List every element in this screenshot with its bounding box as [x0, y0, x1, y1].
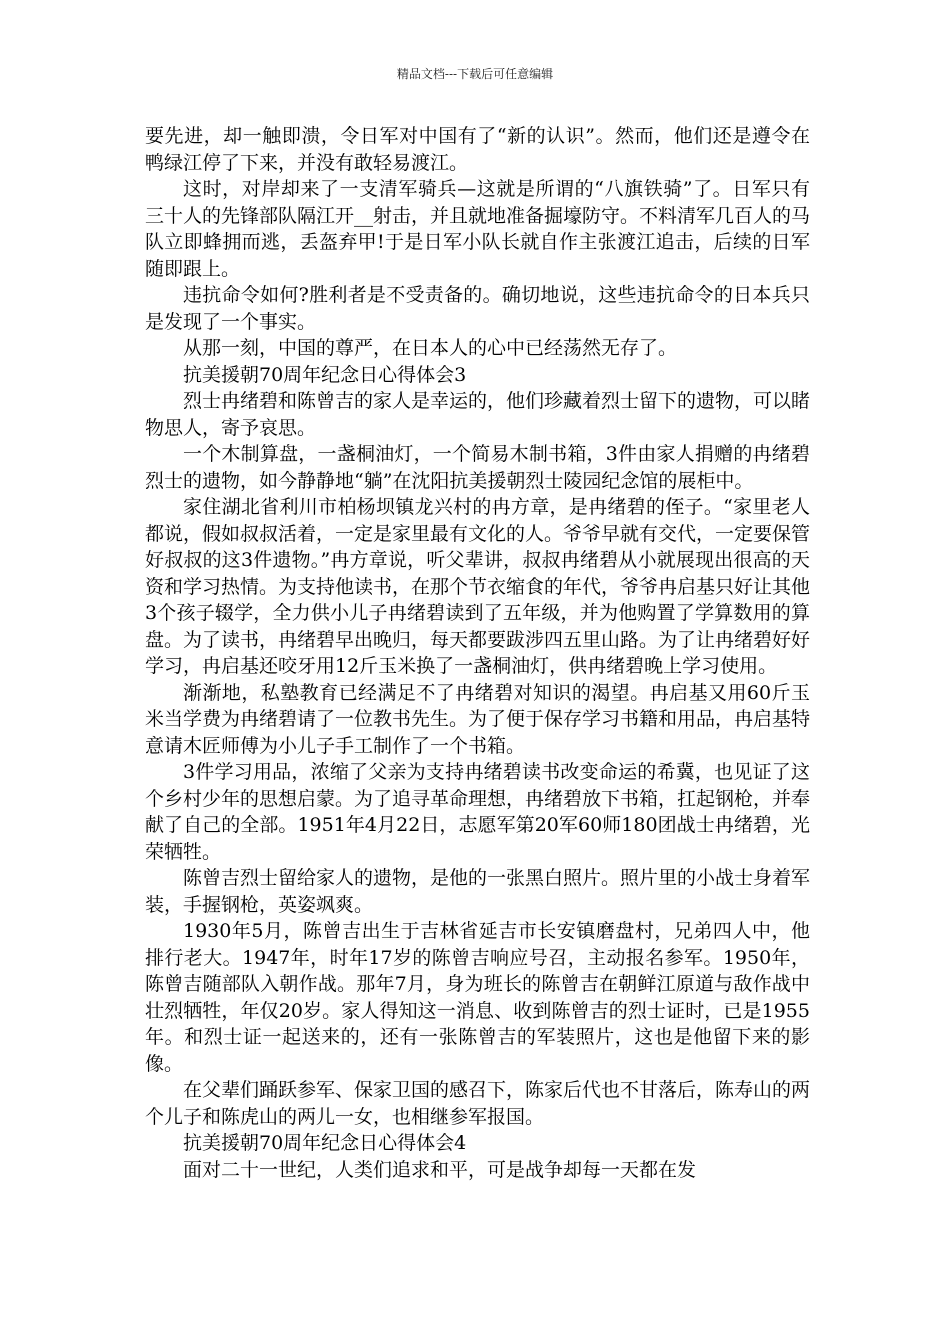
paragraph-12: 1930年5月，陈曾吉出生于吉林省延吉市长安镇磨盘村，兄弟四人中，他排行老大。1947年，时年17岁的陈曾吉响应号召，主动报名参军。1950年，陈曾吉随部队入朝作战。那年7月，身为班长的陈曾吉在朝鲜江原道与敌作战中壮烈牺牲，年仅20岁。家人得知这一消息、收到陈曾吉的烈士证时，已是1955年。和烈士证一起送来的，还有一张陈曾吉的军装照片，这也是他留下来的影像。 [145, 920, 810, 1075]
paragraph-3: 违抗命令如何?胜利者是不受责备的。确切地说，这些违抗命令的日本兵只是发现了一个事实。 [145, 284, 810, 333]
paragraph-6: 烈士冉绪碧和陈曾吉的家人是幸运的，他们珍藏着烈士留下的遗物，可以睹物思人，寄予哀思。 [145, 390, 811, 439]
document-body [145, 123, 810, 1183]
paragraph-11: 陈曾吉烈士留给家人的遗物，是他的一张黑白照片。照片里的小战士身着军装，手握钢枪，英姿飒爽。 [145, 867, 811, 916]
paragraph-10: 3件学习用品，浓缩了父亲为支持冉绪碧读书改变命运的希冀，也见证了这个乡村少年的思想启蒙。为了追寻革命理想，冉绪碧放下书箱，扛起钢枪，并奉献了自己的全部。1951年4月22日，志愿军第20军60师180团战士冉绪碧，光荣牺牲。 [145, 761, 811, 863]
paragraph-8: 家住湖北省利川市柏杨坝镇龙兴村的冉方章，是冉绪碧的侄子。“家里老人都说，假如叔叔活着，一定是家里最有文化的人。爷爷早就有交代，一定要保管好叔叔的这3件遗物。”冉方章说，听父辈讲，叔叔冉绪碧从小就展现出很高的天资和学习热情。为支持他读书，在那个节衣缩食的年代，爷爷冉启基只好让其他3个孩子辍学，全力供小儿子冉绪碧读到了五年级，并为他购置了学算数用的算盘。为了读书，冉绪碧早出晚归，每天都要跋涉四五里山路。为了让冉绪碧好好学习，冉启基还咬牙用12斤玉米换了一盏桐油灯，供冉绪碧晚上学习使用。 [145, 496, 811, 677]
section-heading-4: 抗美援朝70周年纪念日心得体会4 [183, 1132, 467, 1154]
paragraph-1: 要先进，却一触即溃，令日军对中国有了“新的认识”。然而，他们还是遵令在鸭绿江停了下来，并没有敢轻易渡江。 [145, 125, 810, 174]
paragraph-7: 一个木制算盘，一盏桐油灯，一个简易木制书箱，3件由家人捐赠的冉绪碧烈士的遗物，如今静静地“躺”在沈阳抗美援朝烈士陵园纪念馆的展柜中。 [145, 443, 810, 492]
paragraph-2: 这时，对岸却来了一支清军骑兵—这就是所谓的“八旗铁骑”了。日军只有三十人的先锋部队隔江开__射击，并且就地准备掘壕防守。不料清军几百人的马队立即蜂拥而逃，丢盔弃甲!于是日军小队长就自作主张渡江追击，后续的日军随即跟上。 [145, 178, 811, 280]
page-header: 精品文档---下载后可任意编辑 [396, 67, 554, 81]
paragraph-9: 渐渐地，私塾教育已经满足不了冉绪碧对知识的渴望。冉启基又用60斤玉米当学费为冉绪碧请了一位教书先生。为了便于保存学习书籍和用品，冉启基特意请木匠师傅为小儿子手工制作了一个书箱。 [145, 681, 811, 757]
paragraph-4: 从那一刻，中国的尊严，在日本人的心中已经荡然无存了。 [183, 337, 678, 359]
paragraph-13: 在父辈们踊跃参军、保家卫国的感召下，陈家后代也不甘落后，陈寿山的两个儿子和陈虎山的两儿一女，也相继参军报国。 [145, 1079, 811, 1128]
section-heading-3: 抗美援朝70周年纪念日心得体会3 [183, 363, 467, 386]
paragraph-15: 面对二十一世纪，人类们追求和平，可是战争却每一天都在发 [183, 1158, 697, 1181]
